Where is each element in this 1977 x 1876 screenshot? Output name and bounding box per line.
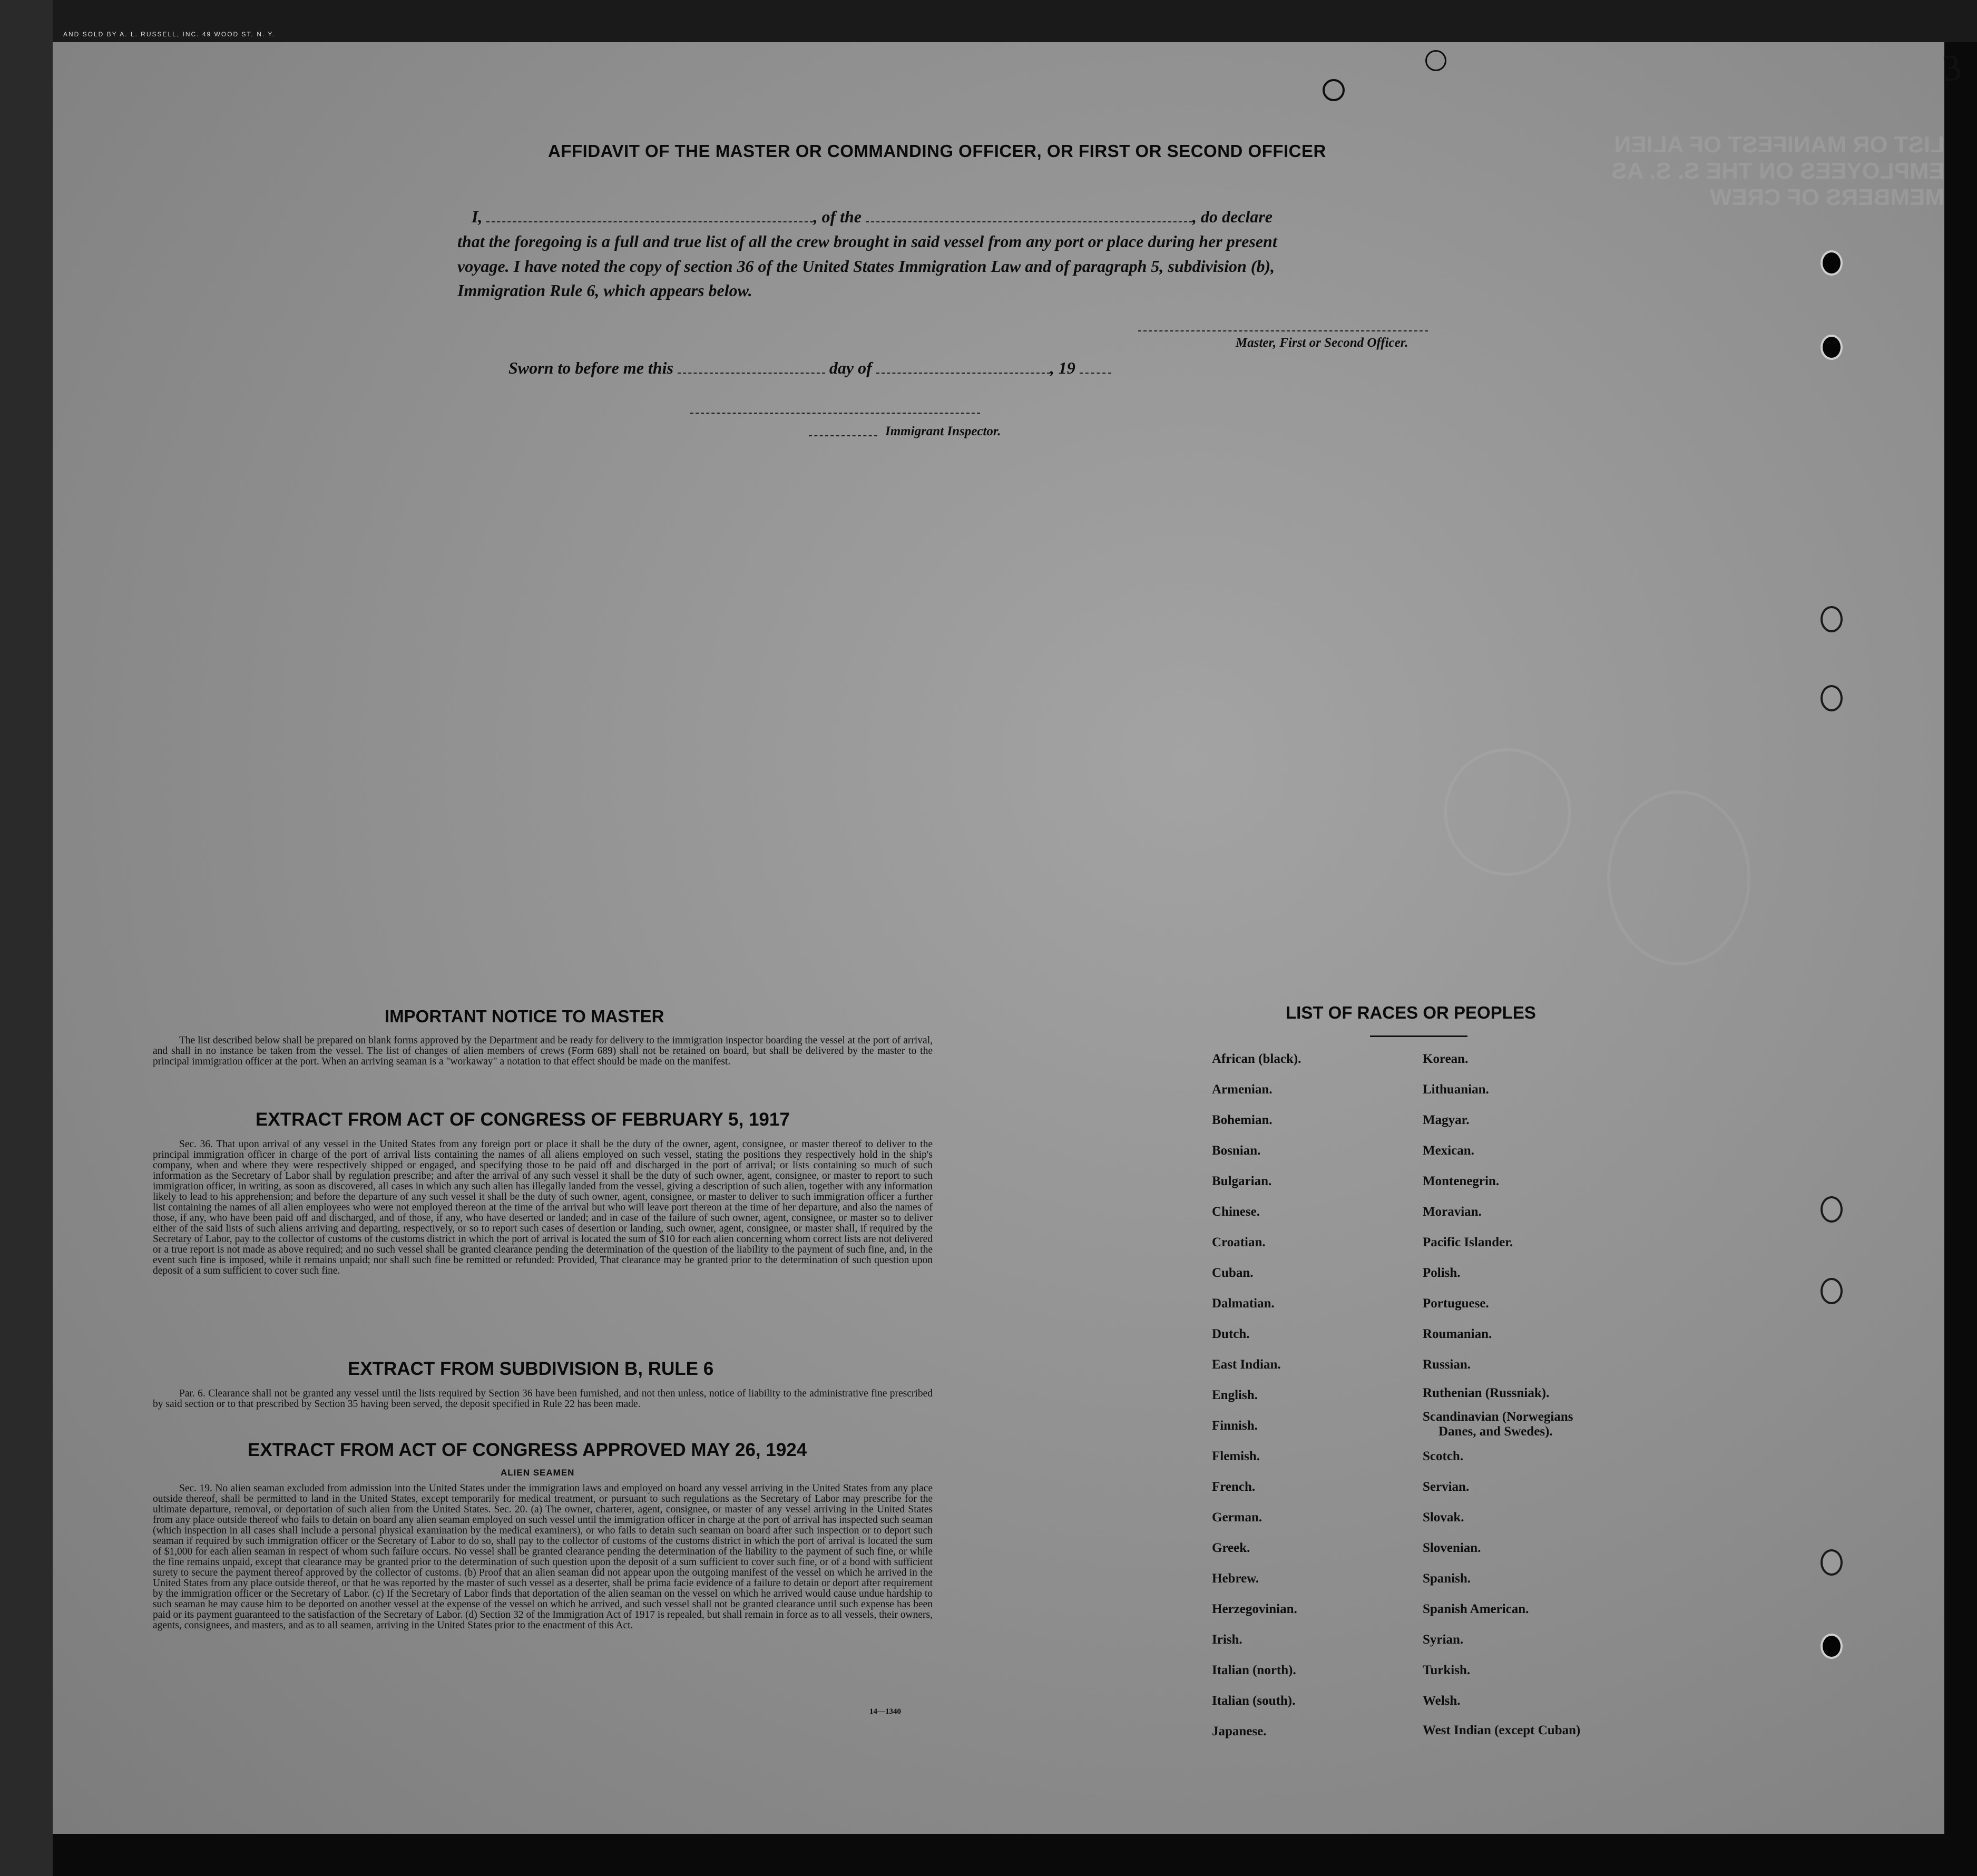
race-item: Roumanian.	[1423, 1327, 1492, 1341]
race-item: Montenegrin.	[1423, 1174, 1500, 1188]
binder-hole	[1821, 250, 1843, 276]
section-36-paragraph: Sec. 36. That upon arrival of any vessel in the United States from any foreign port or place it shall be the duty of the owner, agent, consignee, or master thereof to deliver to the principal immigration officer in charge of the port of arrival lists containing the names of all aliens employed on such vessel, stating the positions they respectively hold in the ship's company, when and where they were respectively shipped or engaged, and specifying those to be paid off and discharged in the port of arrival; or lists containing so much of such information as the Secretary of Labor shall by regulation prescribe; and after the arrival of any such vessel it shall be the duty of such owner, agent, consignee, or master to report to such immigration officer, in writing, as soon as discovered, all cases in which any such alien has illegally landed from the vessel, giving a description of such alien, together with any information likely to lead to his apprehension; and before the departure of any such vessel it shall be the duty of such owner, agent, consignee, or master to deliver to such immigration officer a further list containing the names of all alien employees who were not employed thereon at the time of the arrival but who will leave port thereon at the time of her departure, and also the names of those, if any, who have been paid off and discharged, and of those, if any, who have deserted or landed; and in case of the failure of such owner, agent, consignee, or master so to deliver either of the said lists of such aliens arriving and departing, respectively, or so to report such cases of desertion or landing, such owner, agent, consignee, or master shall, if required by the Secretary of Labor, pay to the collector of customs of the customs district in which the port of arrival is located the sum of $10 for each alien concerning whom correct lists are not delivered or a true report is not made as above required; and no such vessel shall be granted clearance pending the determination of the question of the liability to the payment of such fine, and, in the event such fine is imposed, while it remains unpaid; nor shall such fine be remitted or refunded: Provided, That clearance may be granted prior to the determination of such question upon deposit of a sum sufficient to cover such fine.	[153, 1139, 933, 1276]
race-item: East Indian.	[1212, 1357, 1281, 1372]
race-item: African (black).	[1212, 1052, 1301, 1066]
master-signature-field[interactable]	[1138, 330, 1428, 331]
sworn-year-field[interactable]	[1080, 369, 1111, 374]
binder-hole	[1821, 1196, 1843, 1223]
of-the-label: , of the	[813, 207, 862, 226]
affidavit-line-1	[472, 207, 1273, 227]
rule-6-paragraph: Par. 6. Clearance shall not be granted any vessel until the lists required by Section 36 have been furnished, and not then unless, notice of liability to the administrative fine prescribed by said section or to that prescribed by Section 35 having been served, the deposit specified in Rule 22 has been made.	[153, 1388, 933, 1410]
vessel-name-field[interactable]	[866, 218, 1192, 222]
race-item: Hebrew.	[1212, 1571, 1259, 1586]
race-item: Ruthenian (Russniak).	[1423, 1386, 1550, 1400]
sworn-day-field[interactable]	[678, 369, 825, 374]
punch-ring	[1425, 50, 1446, 71]
race-item: Greek.	[1212, 1541, 1250, 1555]
notice-text	[153, 1035, 933, 1067]
race-item: Turkish.	[1423, 1663, 1471, 1677]
extract-rule6-text	[153, 1389, 933, 1410]
race-item: Italian (south).	[1212, 1694, 1296, 1708]
extract-1917-text	[153, 1139, 933, 1276]
binder-hole	[1821, 1278, 1843, 1304]
race-item: Polish.	[1423, 1266, 1461, 1280]
race-item: Spanish.	[1423, 1571, 1471, 1586]
race-item: Bosnian.	[1212, 1144, 1261, 1158]
declarant-prefix: I,	[472, 207, 483, 226]
race-item: French.	[1212, 1480, 1256, 1494]
bleed-through-stamp	[1607, 790, 1750, 965]
affidavit-line-3: voyage. I have noted the copy of section 36 of the United States Immigration Law and of paragraph 5, subdivision (b),	[457, 257, 1275, 276]
race-item: Slovenian.	[1423, 1541, 1481, 1555]
race-item: Bulgarian.	[1212, 1174, 1272, 1188]
day-of-label: day of	[829, 358, 872, 377]
inspector-signature-label: Immigrant Inspector.	[885, 424, 1001, 438]
race-item: Dalmatian.	[1212, 1296, 1275, 1311]
race-item: Servian.	[1423, 1480, 1470, 1494]
form-number: 14—1340	[869, 1707, 901, 1716]
race-item: Mexican.	[1423, 1144, 1474, 1158]
printer-mark: AND SOLD BY A. L. RUSSELL, INC. 49 WOOD ST. N. Y.	[63, 31, 276, 38]
extract-rule6-title: EXTRACT FROM SUBDIVISION B, RULE 6	[348, 1359, 714, 1379]
notice-title: IMPORTANT NOTICE TO MASTER	[385, 1007, 664, 1026]
extract-1924-text	[153, 1483, 933, 1631]
binder-hole	[1821, 335, 1843, 360]
alien-seamen-subtitle: ALIEN SEAMEN	[501, 1468, 575, 1478]
affidavit-line-2: that the foregoing is a full and true list of all the crew brought in said vessel from any port or place during her present	[457, 232, 1277, 251]
race-item: Danes, and Swedes).	[1438, 1424, 1553, 1439]
scan-top-border	[0, 0, 1977, 42]
sworn-label: Sworn to before me this	[508, 358, 673, 377]
binder-hole	[1821, 685, 1843, 711]
binder-hole	[1821, 1549, 1843, 1576]
race-item: Lithuanian.	[1423, 1082, 1489, 1097]
races-title: LIST OF RACES OR PEOPLES	[1286, 1003, 1536, 1022]
race-item: Moravian.	[1423, 1205, 1482, 1219]
bleed-through-seal	[1444, 748, 1571, 876]
race-item: Chinese.	[1212, 1205, 1260, 1219]
race-item: German.	[1212, 1510, 1262, 1525]
notice-paragraph: The list described below shall be prepared on blank forms approved by the Department and be ready for delivery to the immigration inspector boarding the vessel at the port of arrival, and shall in no instance be taken from the vessel. The list of changes of alien members of crews (Form 689) shall not be retained on board, but shall be delivered by the master to the principal immigration officer at the port. When an arriving seaman is a "workaway" a notation to that effect should be made on the manifest.	[153, 1035, 933, 1067]
sworn-month-field[interactable]	[876, 369, 1050, 374]
race-item: Pacific Islander.	[1423, 1235, 1513, 1249]
race-item: Russian.	[1423, 1357, 1471, 1372]
sections-19-20-paragraph: Sec. 19. No alien seaman excluded from admission into the United States under the immigration laws and employed on board any vessel arriving in the United States from any place outside thereof, shall be permitted to land in the United States, except temporarily for medical treatment, or pursuant to such regulations as the Secretary of Labor may prescribe for the ultimate departure, removal, or deportation of such alien from the United States. Sec. 20. (a) The owner, charterer, agent, consignee, or master of any vessel arriving in the United States from any place outside thereof who fails to detain on board any alien seaman employed on such vessel until the immigration officer in charge at the port of arrival has inspected such seaman (which inspection in all cases shall include a personal physical examination by the medical examiners), or who fails to detain such seaman on board after such inspection or to deport such seaman if required by such immigration officer or the Secretary of Labor to do so, shall pay to the collector of customs of the customs district in which the port of arrival is located the sum of $1,000 for each alien seaman in respect of whom such failure occurs. No vessel shall be granted clearance pending the determination of the liability to the payment of such fine, or while the fine remains unpaid, except that clearance may be granted prior to the determination of such question upon the deposit of a sum sufficient to cover such fine, or of a bond with sufficient surety to secure the payment thereof approved by the collector of customs. (b) Proof that an alien seaman did not appear upon the outgoing manifest of the vessel on which he arrived in the United States from any place outside thereof, or that he was reported by the master of such vessel as a deserter, shall be prima facie evidence of a failure to detain or deport after requirement by the immigration officer or the Secretary of Labor. (c) If the Secretary of Labor finds that deportation of the alien seaman on the vessel on which he arrived would cause undue hardship to such seaman he may cause him to be deported on another vessel at the expense of the vessel on which he arrived, and such vessel shall not be granted clearance until such expense has been paid or its payment guaranteed to the satisfaction of the Secretary of Labor. (d) Section 32 of the Immigration Act of 1917 is repealed, but shall remain in force as to all vessels, their owners, agents, consignees, and masters, and as to all seamen, arriving in the United States prior to the enactment of this Act.	[153, 1483, 933, 1631]
race-item: Slovak.	[1423, 1510, 1464, 1525]
do-declare-label: , do declare	[1192, 207, 1273, 226]
declarant-name-field[interactable]	[486, 218, 813, 222]
race-item: Armenian.	[1212, 1082, 1273, 1097]
affidavit-line-4: Immigration Rule 6, which appears below.	[457, 281, 752, 300]
inspector-label-dots	[809, 435, 877, 436]
affidavit-title: AFFIDAVIT OF THE MASTER OR COMMANDING OFFICER, OR FIRST OR SECOND OFFICER	[548, 141, 1326, 161]
race-item: Magyar.	[1423, 1113, 1470, 1127]
race-item: Flemish.	[1212, 1449, 1260, 1463]
race-item: Syrian.	[1423, 1633, 1464, 1647]
race-item: English.	[1212, 1388, 1258, 1402]
race-item: Spanish American.	[1423, 1602, 1529, 1616]
binder-hole	[1821, 606, 1843, 632]
race-item: Japanese.	[1212, 1724, 1267, 1738]
race-item: Welsh.	[1423, 1694, 1461, 1708]
punch-ring	[1323, 79, 1345, 101]
race-item: West Indian (except Cuban)	[1423, 1723, 1581, 1737]
race-item: Scotch.	[1423, 1449, 1464, 1463]
race-item: Korean.	[1423, 1052, 1469, 1066]
race-item: Dutch.	[1212, 1327, 1250, 1341]
sworn-line	[508, 358, 1111, 378]
race-item: Bohemian.	[1212, 1113, 1273, 1127]
corner-page-number: 3	[1940, 46, 1964, 90]
race-item: Italian (north).	[1212, 1663, 1296, 1677]
scan-left-border	[0, 0, 53, 1876]
race-item: Croatian.	[1212, 1235, 1266, 1249]
race-item: Herzegovinian.	[1212, 1602, 1297, 1616]
races-title-rule	[1370, 1035, 1467, 1037]
binder-hole	[1821, 1634, 1843, 1659]
master-signature-label: Master, First or Second Officer.	[1236, 336, 1408, 350]
extract-1924-title: EXTRACT FROM ACT OF CONGRESS APPROVED MAY 26, 1924	[248, 1440, 807, 1460]
race-item: Scandinavian (Norwegians	[1423, 1410, 1573, 1424]
year-label: , 19	[1050, 358, 1075, 377]
race-item: Irish.	[1212, 1633, 1242, 1647]
inspector-signature-field[interactable]	[690, 413, 980, 414]
race-item: Cuban.	[1212, 1266, 1254, 1280]
extract-1917-title: EXTRACT FROM ACT OF CONGRESS OF FEBRUARY 5, 1917	[256, 1109, 790, 1130]
race-item: Portuguese.	[1423, 1296, 1489, 1311]
bleed-through-title: LIST OR MANIFEST OF ALIEN EMPLOYEES ON THE S. S. AS MEMBERS OF CREW	[1611, 132, 1944, 210]
race-item: Finnish.	[1212, 1419, 1258, 1433]
